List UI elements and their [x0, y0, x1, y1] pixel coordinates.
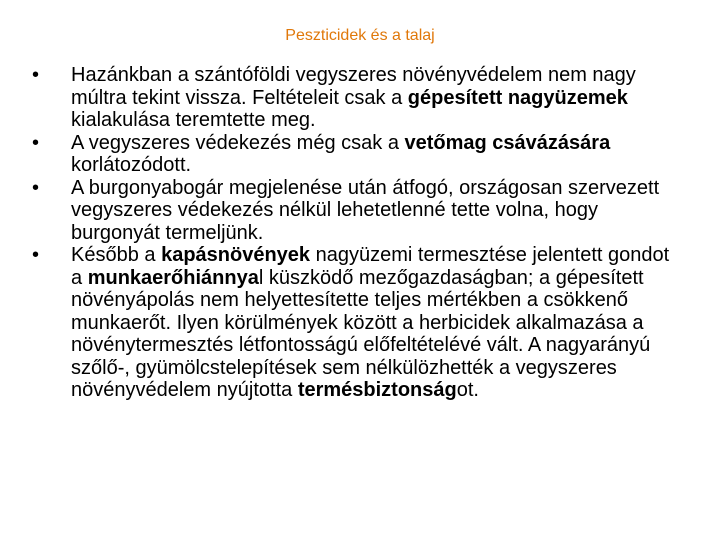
- bullet-text-emphasis: vetőmag csávázására: [404, 131, 611, 154]
- bullet-text: A vegyszeres védekezés még csak a: [71, 131, 405, 154]
- bullet-item: [30, 177, 670, 245]
- bullet-item: [30, 244, 670, 402]
- bullet-marker: •: [32, 176, 40, 199]
- bullet-list: [30, 64, 670, 402]
- bullet-text: ot.: [456, 379, 479, 401]
- bullet-text: A burgonyabogár megjelenése után átfogó, országosan szervezett vegyszeres védekezés nélkül lehetetlenné tette volna, hogy burgonyát termeljünk.: [71, 176, 660, 244]
- bullet-item: [30, 64, 670, 132]
- bullet-marker: •: [32, 64, 40, 86]
- bullet-text: Hazánkban a szántóföldi vegyszeres növényvédelem nem nagy múltra tekint vissza. Feltételeit csak a: [71, 64, 636, 109]
- bullet-marker: •: [32, 244, 40, 266]
- bullet-item: [30, 132, 670, 177]
- bullet-marker: •: [32, 131, 40, 154]
- bullet-text: l küszködő mezőgazdaságban; a gépesített növényápolás nem helyettesítette teljes mértékben a csökkenő munkaerőt. Ilyen körülmények között a herbicidek alkalmazása a növénytermesztés létfontosságú előfeltételévé vált. A nagyarányú szőlő-, gyümölcstelepítések sem nélkülözhették a vegyszeres növényvédelem nyújtotta: [71, 266, 651, 401]
- bullet-text: nagyüzemi termesztése jelentett gondot a: [71, 244, 670, 289]
- bullet-text-emphasis: termésbiztonság: [297, 379, 457, 401]
- bullet-text: korlátozódott.: [71, 154, 192, 176]
- bullet-text: kialakulása teremtette meg.: [71, 109, 316, 131]
- bullet-text-emphasis: gépesített nagyüzemek: [407, 86, 628, 109]
- bullet-text: Később a: [71, 244, 162, 266]
- bullet-text-emphasis: munkaerőhiánnya: [87, 266, 259, 289]
- slide-title: Peszticidek és a talaj: [285, 27, 435, 44]
- bullet-text-emphasis: kapásnövények: [161, 244, 311, 266]
